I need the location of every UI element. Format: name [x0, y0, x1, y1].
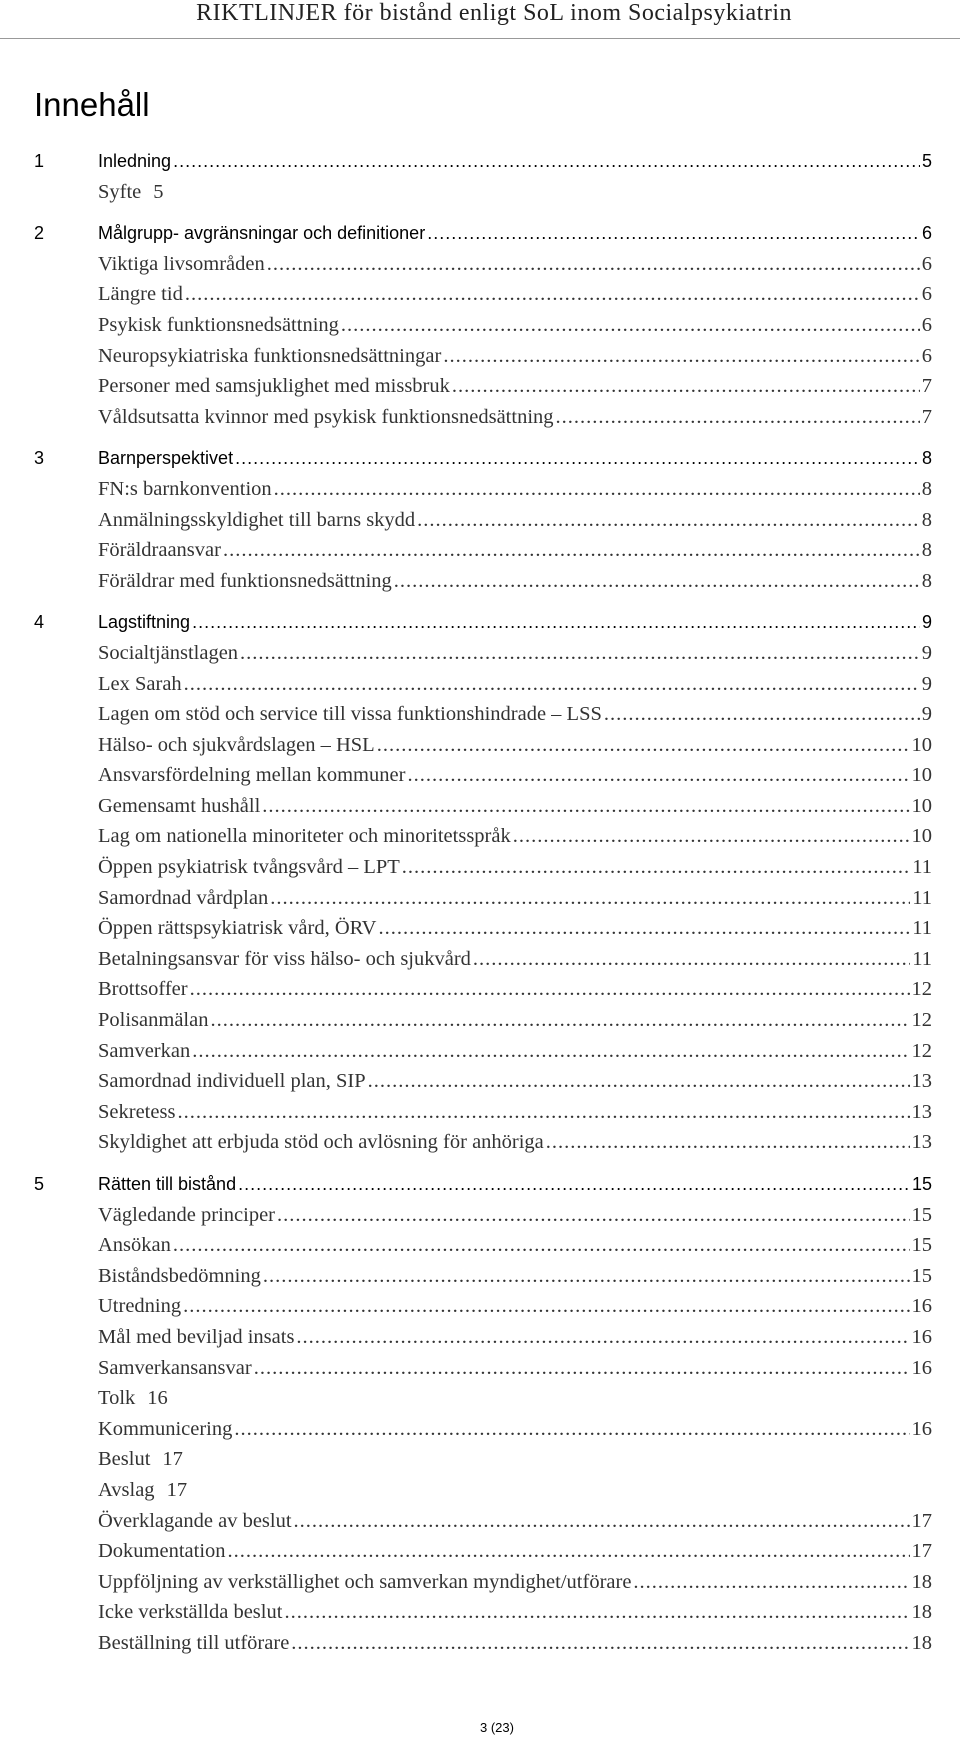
toc-dot-leader — [183, 1291, 909, 1322]
toc-entry-title: Lag om nationella minoriteter och minoritetsspråk — [98, 825, 511, 848]
toc-section-entry[interactable] — [34, 1230, 932, 1261]
toc-dot-leader — [185, 279, 920, 310]
toc-chapter-entry[interactable] — [34, 607, 932, 638]
toc-dot-leader — [173, 1230, 910, 1261]
toc-entry-page: 18 — [911, 1570, 932, 1593]
toc-dot-leader — [190, 974, 910, 1005]
toc-entry-page: 8 — [921, 477, 932, 500]
toc-entry-title: Viktiga livsområden — [98, 252, 265, 275]
page-number: 3 (23) — [480, 1720, 514, 1735]
toc-entry-page: 16 — [911, 1417, 932, 1440]
toc-section-entry[interactable] — [34, 1127, 932, 1158]
toc-entry-page: 16 — [911, 1356, 932, 1379]
toc-entry-page: 11 — [912, 917, 932, 940]
toc-entry-title: Kommunicering — [98, 1417, 233, 1440]
toc-entry-page: 6 — [921, 283, 932, 306]
toc-dot-leader — [240, 638, 920, 669]
toc-entry-title: Biståndsbedömning — [98, 1264, 261, 1287]
toc-dot-leader — [402, 852, 910, 883]
toc-entry-page: 5 — [153, 180, 164, 203]
toc-entry-title: Tolk — [98, 1387, 136, 1410]
toc-entry-title: Polisanmälan — [98, 1009, 209, 1032]
toc-entry-title: Våldsutsatta kvinnor med psykisk funktionsnedsättning — [98, 405, 554, 428]
toc-entry-page: 17 — [166, 1478, 188, 1501]
toc-entry-page: 17 — [162, 1448, 183, 1471]
toc-entry-title: Ansvarsfördelning mellan kommuner — [98, 764, 406, 787]
toc-entry-number: 2 — [34, 223, 45, 244]
toc-entry-title: FN:s barnkonvention — [98, 477, 272, 500]
toc-entry-page: 15 — [911, 1203, 932, 1226]
toc-section-entry[interactable] — [34, 1444, 932, 1475]
toc-section-entry[interactable] — [34, 974, 932, 1005]
toc-entry-page: 18 — [911, 1601, 932, 1624]
toc-entry-title: Icke verkställda beslut — [98, 1601, 283, 1624]
toc-section-entry[interactable] — [34, 821, 932, 852]
toc-entry-page: 9 — [921, 672, 932, 695]
toc-dot-leader — [452, 371, 920, 402]
toc-entry-title: Utredning — [98, 1295, 182, 1318]
toc-section-entry[interactable] — [34, 699, 932, 730]
toc-entry-title: Samverkan — [98, 1039, 191, 1062]
toc-entry-page: 6 — [921, 223, 932, 244]
toc-dot-leader — [235, 443, 920, 474]
toc-entry-page: 8 — [921, 539, 932, 562]
toc-entry-page: 15 — [911, 1174, 932, 1194]
toc-entry-page: 11 — [912, 947, 932, 970]
toc-entry-page: 8 — [921, 448, 932, 469]
toc-entry-title: Föräldraansvar — [98, 539, 221, 562]
toc-section-entry[interactable] — [34, 944, 932, 975]
toc-dot-leader — [341, 310, 920, 341]
toc-section-entry[interactable] — [34, 913, 932, 944]
toc-section-entry[interactable] — [34, 730, 932, 761]
toc-entry-page: 11 — [912, 856, 932, 879]
toc-entry-title: Lagen om stöd och service till vissa funktionshindrade – LSS — [98, 703, 602, 726]
toc-section-entry[interactable] — [34, 1036, 932, 1067]
toc-dot-leader — [368, 1066, 910, 1097]
toc-entry-page: 18 — [911, 1631, 932, 1654]
toc-entry-title: Överklagande av beslut — [98, 1509, 292, 1532]
table-of-contents — [34, 146, 932, 1659]
toc-entry-page: 13 — [911, 1131, 932, 1154]
toc-dot-leader — [633, 1567, 909, 1598]
toc-dot-leader — [234, 1414, 909, 1445]
toc-entry-page: 5 — [921, 151, 932, 171]
toc-entry-title: Sekretess — [98, 1100, 176, 1123]
toc-entry-page: 10 — [911, 733, 932, 756]
toc-entry-title: Målgrupp- avgränsningar och definitioner — [98, 223, 426, 244]
toc-title: Innehåll — [34, 86, 150, 123]
toc-entry-page: 8 — [921, 508, 932, 531]
toc-dot-leader — [443, 341, 919, 372]
toc-entry-page: 9 — [921, 703, 932, 726]
toc-section-entry[interactable] — [34, 1628, 932, 1659]
toc-entry-page: 6 — [921, 252, 932, 275]
toc-entry-title: Mål med beviljad insats — [98, 1325, 295, 1348]
toc-entry-page: 10 — [911, 825, 932, 848]
toc-entry-title: Avslag — [98, 1478, 155, 1501]
toc-entry-page: 16 — [911, 1295, 932, 1318]
toc-dot-leader — [407, 760, 909, 791]
toc-entry-page: 6 — [921, 313, 932, 336]
toc-dot-leader — [192, 607, 920, 638]
toc-entry-title: Samverkansansvar — [98, 1356, 252, 1379]
toc-entry-title: Personer med samsjuklighet med missbruk — [98, 375, 450, 398]
toc-dot-leader — [294, 1506, 910, 1537]
toc-entry-number: 4 — [34, 612, 45, 633]
toc-entry-page: 8 — [921, 569, 932, 592]
toc-section-entry[interactable] — [34, 760, 932, 791]
toc-entry-title: Ansökan — [98, 1234, 171, 1257]
toc-section-entry[interactable] — [34, 1200, 932, 1231]
toc-entry-title: Brottsoffer — [98, 978, 188, 1001]
toc-entry-title: Beslut — [98, 1448, 151, 1471]
toc-section-entry[interactable] — [34, 177, 932, 208]
toc-section-entry[interactable] — [34, 505, 932, 536]
toc-section-entry[interactable] — [34, 1383, 932, 1414]
toc-entry-page: 7 — [921, 405, 932, 428]
toc-chapter-entry[interactable] — [34, 443, 932, 474]
toc-section-entry[interactable] — [34, 535, 932, 566]
toc-dot-leader — [228, 1536, 910, 1567]
toc-dot-leader — [210, 1005, 909, 1036]
toc-section-entry[interactable] — [34, 249, 932, 280]
toc-dot-leader — [274, 474, 920, 505]
toc-section-entry[interactable] — [34, 1597, 932, 1628]
toc-dot-leader — [270, 883, 910, 914]
toc-entry-page: 13 — [911, 1100, 932, 1123]
toc-entry-page: 15 — [911, 1264, 932, 1287]
toc-entry-page: 7 — [921, 375, 932, 398]
toc-entry-title: Psykisk funktionsnedsättning — [98, 313, 339, 336]
toc-section-entry[interactable] — [34, 1261, 932, 1292]
toc-section-entry[interactable] — [34, 310, 932, 341]
toc-entry-page: 13 — [911, 1070, 932, 1093]
toc-section-entry[interactable] — [34, 1536, 932, 1567]
toc-entry-title: Syfte — [98, 180, 142, 203]
toc-section-entry[interactable] — [34, 1097, 932, 1128]
toc-entry-title: Skyldighet att erbjuda stöd och avlösning för anhöriga — [98, 1131, 544, 1154]
toc-dot-leader — [173, 146, 920, 177]
toc-entry-title: Vägledande principer — [98, 1203, 276, 1226]
toc-chapter-entry[interactable] — [34, 1169, 932, 1200]
toc-entry-page: 17 — [911, 1540, 932, 1563]
toc-dot-leader — [223, 535, 920, 566]
toc-entry-title: Öppen rättspsykiatrisk vård, ÖRV — [98, 917, 377, 940]
toc-section-entry[interactable] — [34, 1322, 932, 1353]
toc-chapter-entry[interactable] — [34, 218, 932, 249]
toc-section-entry[interactable] — [34, 883, 932, 914]
toc-section-entry[interactable] — [34, 1567, 932, 1598]
toc-entry-title: Anmälningsskyldighet till barns skydd — [98, 508, 416, 531]
toc-entry-number: 1 — [34, 151, 45, 171]
toc-dot-leader — [277, 1200, 909, 1231]
toc-entry-title: Dokumentation — [98, 1540, 226, 1563]
toc-section-entry[interactable] — [34, 1414, 932, 1445]
toc-dot-leader — [417, 505, 920, 536]
toc-entry-title: Socialtjänstlagen — [98, 641, 239, 664]
toc-dot-leader — [238, 1169, 910, 1200]
toc-entry-page: 16 — [911, 1325, 932, 1348]
toc-section-entry[interactable] — [34, 669, 932, 700]
toc-entry-page: 16 — [147, 1387, 168, 1410]
toc-entry-title: Uppföljning av verkställighet och samverkan myndighet/utförare — [98, 1570, 632, 1593]
toc-entry-page: 10 — [911, 764, 932, 787]
toc-dot-leader — [262, 791, 909, 822]
toc-entry-page: 17 — [911, 1509, 932, 1532]
toc-section-entry[interactable] — [34, 1475, 932, 1506]
toc-dot-leader — [263, 1261, 910, 1292]
toc-dot-leader — [378, 913, 910, 944]
toc-dot-leader — [291, 1628, 909, 1659]
toc-entry-title: Längre tid — [98, 283, 183, 306]
toc-dot-leader — [254, 1353, 910, 1384]
toc-entry-title: Hälso- och sjukvårdslagen – HSL — [98, 733, 375, 756]
toc-entry-title: Betalningsansvar för viss hälso- och sjukvård — [98, 947, 471, 970]
toc-chapter-entry[interactable] — [34, 146, 932, 177]
toc-entry-page: 11 — [912, 886, 932, 909]
toc-section-entry[interactable] — [34, 791, 932, 822]
toc-entry-page: 12 — [911, 1009, 932, 1032]
toc-entry-page: 9 — [921, 641, 932, 664]
toc-entry-title: Lex Sarah — [98, 672, 182, 695]
toc-section-entry[interactable] — [34, 852, 932, 883]
toc-entry-title: Barnperspektivet — [98, 448, 234, 469]
toc-entry-title: Neuropsykiatriska funktionsnedsättningar — [98, 344, 442, 367]
toc-entry-title: Gemensamt hushåll — [98, 794, 261, 817]
toc-entry-page: 10 — [911, 794, 932, 817]
toc-section-entry[interactable] — [34, 1291, 932, 1322]
toc-entry-page: 15 — [911, 1234, 932, 1257]
toc-dot-leader — [377, 730, 910, 761]
toc-section-entry[interactable] — [34, 1353, 932, 1384]
toc-section-entry[interactable] — [34, 279, 932, 310]
toc-section-entry[interactable] — [34, 402, 932, 433]
toc-section-entry[interactable] — [34, 1005, 932, 1036]
toc-dot-leader — [604, 699, 920, 730]
toc-section-entry[interactable] — [34, 1506, 932, 1537]
toc-section-entry[interactable] — [34, 566, 932, 597]
toc-dot-leader — [184, 669, 920, 700]
toc-entry-page: 12 — [911, 1039, 932, 1062]
toc-entry-page: 9 — [921, 612, 932, 633]
toc-dot-leader — [394, 566, 920, 597]
toc-entry-number: 3 — [34, 448, 45, 469]
header-title: RIKTLINJER för bistånd enligt SoL inom Socialpsykiatrin — [196, 0, 792, 26]
toc-section-entry[interactable] — [34, 341, 932, 372]
toc-dot-leader — [556, 402, 920, 433]
toc-entry-title: Rätten till bistånd — [98, 1174, 237, 1194]
toc-entry-title: Inledning — [98, 151, 172, 171]
toc-dot-leader — [177, 1097, 909, 1128]
toc-entry-title: Föräldrar med funktionsnedsättning — [98, 569, 392, 592]
toc-entry-title: Beställning till utförare — [98, 1631, 290, 1654]
toc-entry-title: Samordnad vårdplan — [98, 886, 269, 909]
toc-dot-leader — [427, 218, 920, 249]
toc-dot-leader — [546, 1127, 910, 1158]
toc-dot-leader — [267, 249, 920, 280]
toc-dot-leader — [473, 944, 910, 975]
toc-section-entry[interactable] — [34, 371, 932, 402]
toc-entry-number: 5 — [34, 1174, 45, 1194]
toc-section-entry[interactable] — [34, 474, 932, 505]
toc-entry-page: 12 — [911, 978, 932, 1001]
toc-dot-leader — [513, 821, 910, 852]
toc-section-entry[interactable] — [34, 638, 932, 669]
toc-entry-page: 6 — [921, 344, 932, 367]
toc-dot-leader — [284, 1597, 909, 1628]
toc-entry-title: Samordnad individuell plan, SIP — [98, 1070, 366, 1093]
toc-dot-leader — [192, 1036, 909, 1067]
toc-entry-title: Lagstiftning — [98, 612, 191, 633]
toc-section-entry[interactable] — [34, 1066, 932, 1097]
toc-dot-leader — [296, 1322, 909, 1353]
toc-entry-title: Öppen psykiatrisk tvångsvård – LPT — [98, 856, 400, 879]
page-header — [0, 0, 960, 39]
